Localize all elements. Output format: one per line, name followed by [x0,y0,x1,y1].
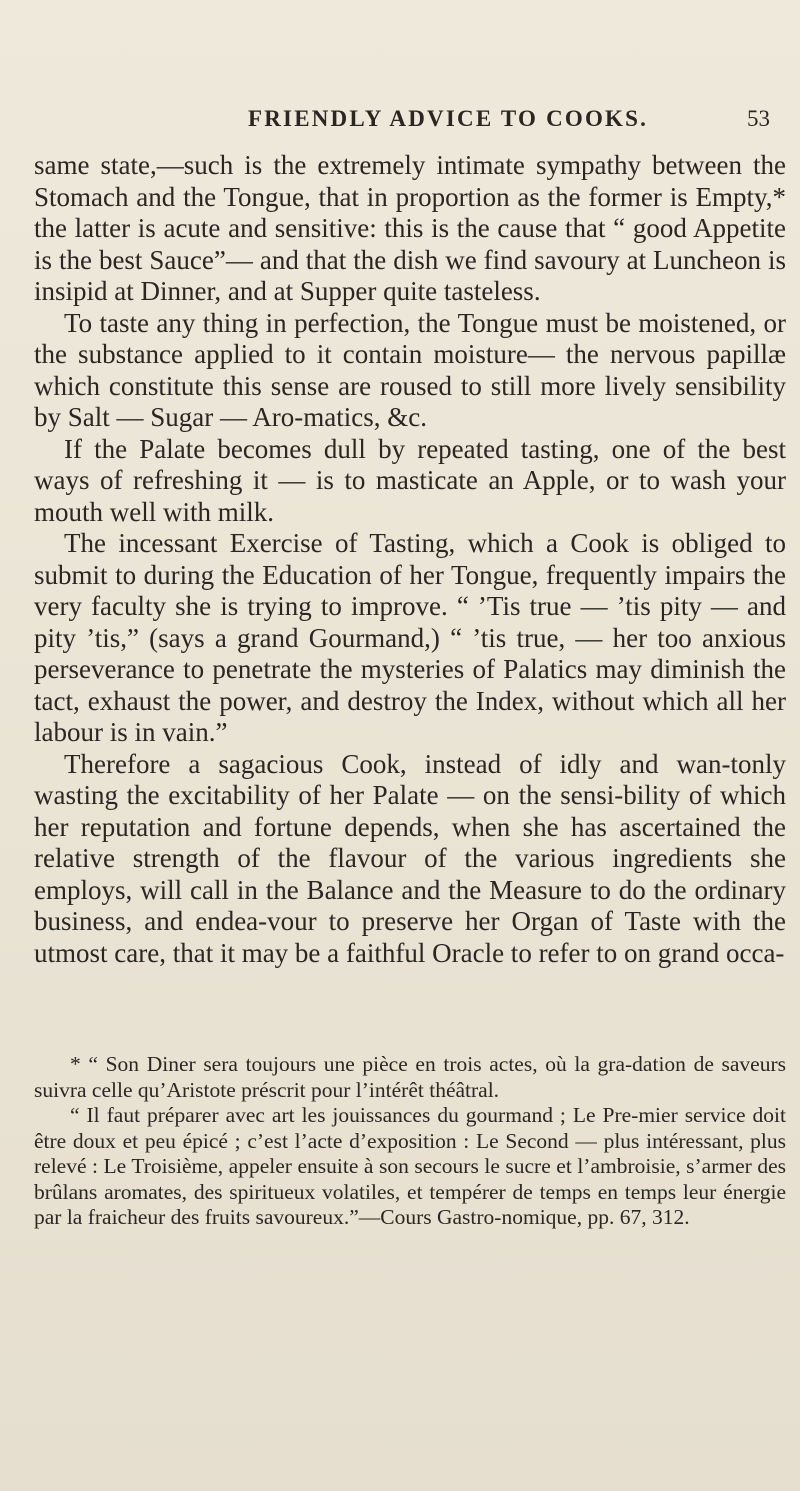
running-head: FRIENDLY ADVICE TO COOKS. [248,106,649,131]
paragraph-4: The incessant Exercise of Tasting, which a Cook is obliged to submit to during the Education of her Tongue, frequently impairs the very faculty she is trying to improve. “ ’Tis true — ’tis pity — and pity ’tis,” (says a grand Gourmand,) “ ’tis true, — her too anxious perseverance to penetrate the mysteries of Palatics may diminish the tact, exhaust the power, and destroy the Index, without which all her labour is in vain.” [34,528,786,747]
page-header [248,106,770,136]
main-text [34,150,786,969]
footnotes [34,1052,786,1231]
page-number: 53 [747,106,770,131]
paragraph-5: Therefore a sagacious Cook, instead of idly and wan-tonly wasting the excitability of her Palate — on the sensi-bility of which her reputation and fortune depends, when she has ascertained the relative strength of the flavour of the various ingredients she employs, will call in the Balance and the Measure to do the ordinary business, and endea-vour to preserve her Organ of Taste with the utmost care, that it may be a faithful Oracle to refer to on grand occa- [34,748,786,968]
paragraph-1: same state,—such is the extremely intimate sympathy between the Stomach and the Tongue, that in proportion as the former is Empty,* the latter is acute and sensitive: this is the cause that “ good Appetite is the best Sauce”— and that the dish we find savoury at Luncheon is insipid at Dinner, and at Supper quite tasteless. [34,150,786,306]
footnote-1: * “ Son Diner sera toujours une pièce en trois actes, où la gra-dation de saveurs suivra celle qu’Aristote préscrit pour l’intérêt théâtral. [34,1052,786,1102]
paragraph-2: To taste any thing in perfection, the Tongue must be moistened, or the substance applied to it contain moisture— the nervous papillæ which constitute this sense are roused to still more lively sensibility by Salt — Sugar — Aro-matics, &c. [34,307,786,432]
paragraph-3: If the Palate becomes dull by repeated tasting, one of the best ways of refreshing it — is to masticate an Apple, or to wash your mouth well with milk. [34,433,786,527]
footnote-2: “ Il faut préparer avec art les jouissances du gourmand ; Le Pre-mier service doit être doux et peu épicé ; c’est l’acte d’exposition : Le Second — plus intéressant, plus relevé : Le Troisième, appeler ensuite à son secours le sucre et l’ambroisie, s’armer des brûlans aromates, des spiritueux volatiles, et tempérer de temps en temps leur énergie par la fraicheur des fruits savoureux.”—Cours Gastro-nomique, pp. 67, 312. [34,1103,786,1229]
